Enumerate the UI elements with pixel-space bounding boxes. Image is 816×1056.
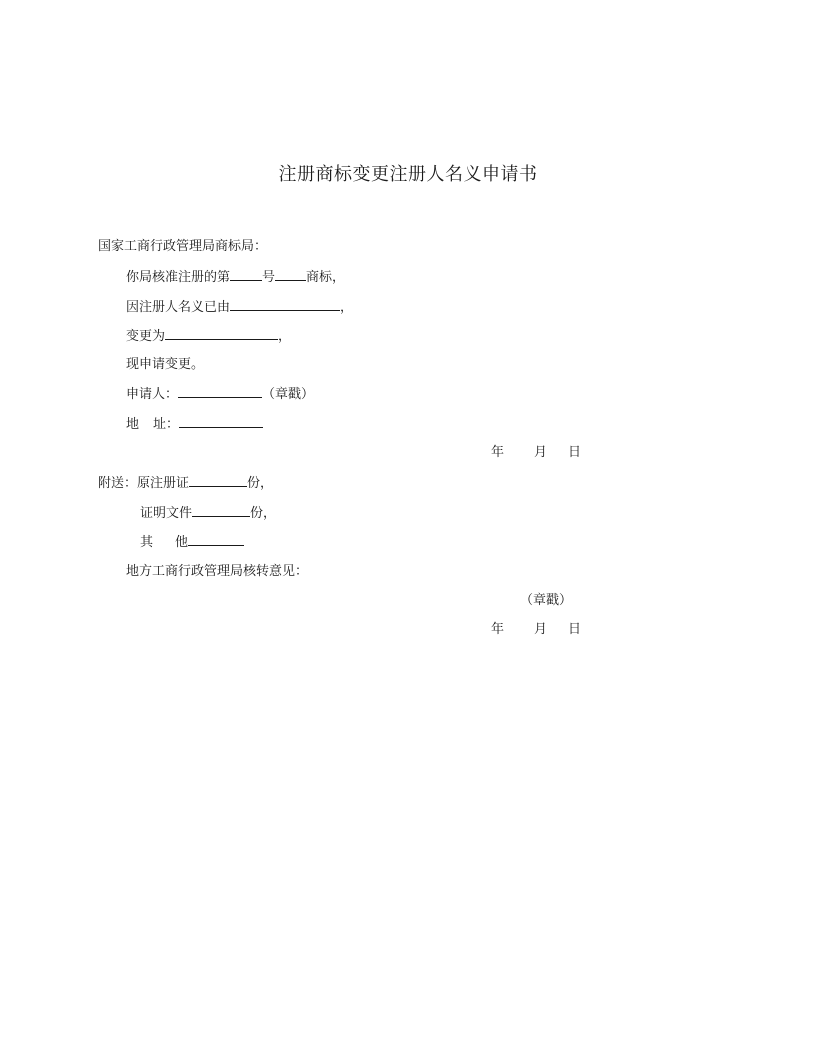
proof-documents-label: 证明文件 xyxy=(140,506,193,521)
local-date xyxy=(491,622,581,638)
registration-number-blank[interactable] xyxy=(230,269,262,281)
line1-prefix: 你局核准注册的第 xyxy=(126,270,231,285)
local-opinion-label: 地方工商行政管理局核转意见： xyxy=(126,564,309,579)
address-blank[interactable] xyxy=(179,416,263,428)
request-statement: 现申请变更。 xyxy=(126,357,205,372)
document-title: 注册商标变更注册人名义申请书 xyxy=(278,164,538,185)
applicant-seal: （章戳） xyxy=(262,387,315,402)
local-date-day: 日 xyxy=(568,622,582,637)
attachment-proof-line xyxy=(140,505,276,522)
other-label-char2: 他 xyxy=(175,535,189,550)
line2-prefix: 因注册人名义已由 xyxy=(126,300,231,315)
date-day: 日 xyxy=(568,445,582,460)
line1-mid: 号 xyxy=(262,270,276,285)
former-name-blank[interactable] xyxy=(230,299,340,311)
local-date-year: 年 xyxy=(491,622,505,637)
attachments-label: 附送：原注册证 xyxy=(98,476,190,491)
addressee: 国家工商行政管理局商标局： xyxy=(98,239,268,254)
line3-suffix: ， xyxy=(278,329,292,344)
certificate-copies-blank[interactable] xyxy=(189,475,247,487)
line3-prefix: 变更为 xyxy=(126,329,166,344)
date-year: 年 xyxy=(491,445,505,460)
local-seal: （章戳） xyxy=(520,593,573,608)
applicant-blank[interactable] xyxy=(178,386,262,398)
new-name-line xyxy=(126,328,291,345)
applicant-date xyxy=(491,445,581,461)
date-month: 月 xyxy=(534,445,548,460)
registration-number-line xyxy=(126,269,345,286)
former-name-line xyxy=(126,299,353,316)
proof-documents-suffix: 份， xyxy=(250,506,277,521)
attachments-suffix-1: 份， xyxy=(247,476,274,491)
applicant-line xyxy=(126,386,314,403)
address-label-char1: 地 xyxy=(126,417,140,432)
other-blank[interactable] xyxy=(188,534,244,546)
address-line xyxy=(126,416,263,433)
attachment-other-line xyxy=(140,534,244,551)
other-label-char1: 其 xyxy=(140,535,154,550)
applicant-label: 申请人： xyxy=(126,387,179,402)
new-name-blank[interactable] xyxy=(165,328,278,340)
address-label-char2: 址： xyxy=(153,417,180,432)
trademark-blank[interactable] xyxy=(275,269,306,281)
proof-copies-blank[interactable] xyxy=(192,505,250,517)
line1-suffix: 商标， xyxy=(306,270,346,285)
line2-suffix: ， xyxy=(340,300,354,315)
local-date-month: 月 xyxy=(534,622,548,637)
attachment-certificate-line xyxy=(98,475,273,492)
